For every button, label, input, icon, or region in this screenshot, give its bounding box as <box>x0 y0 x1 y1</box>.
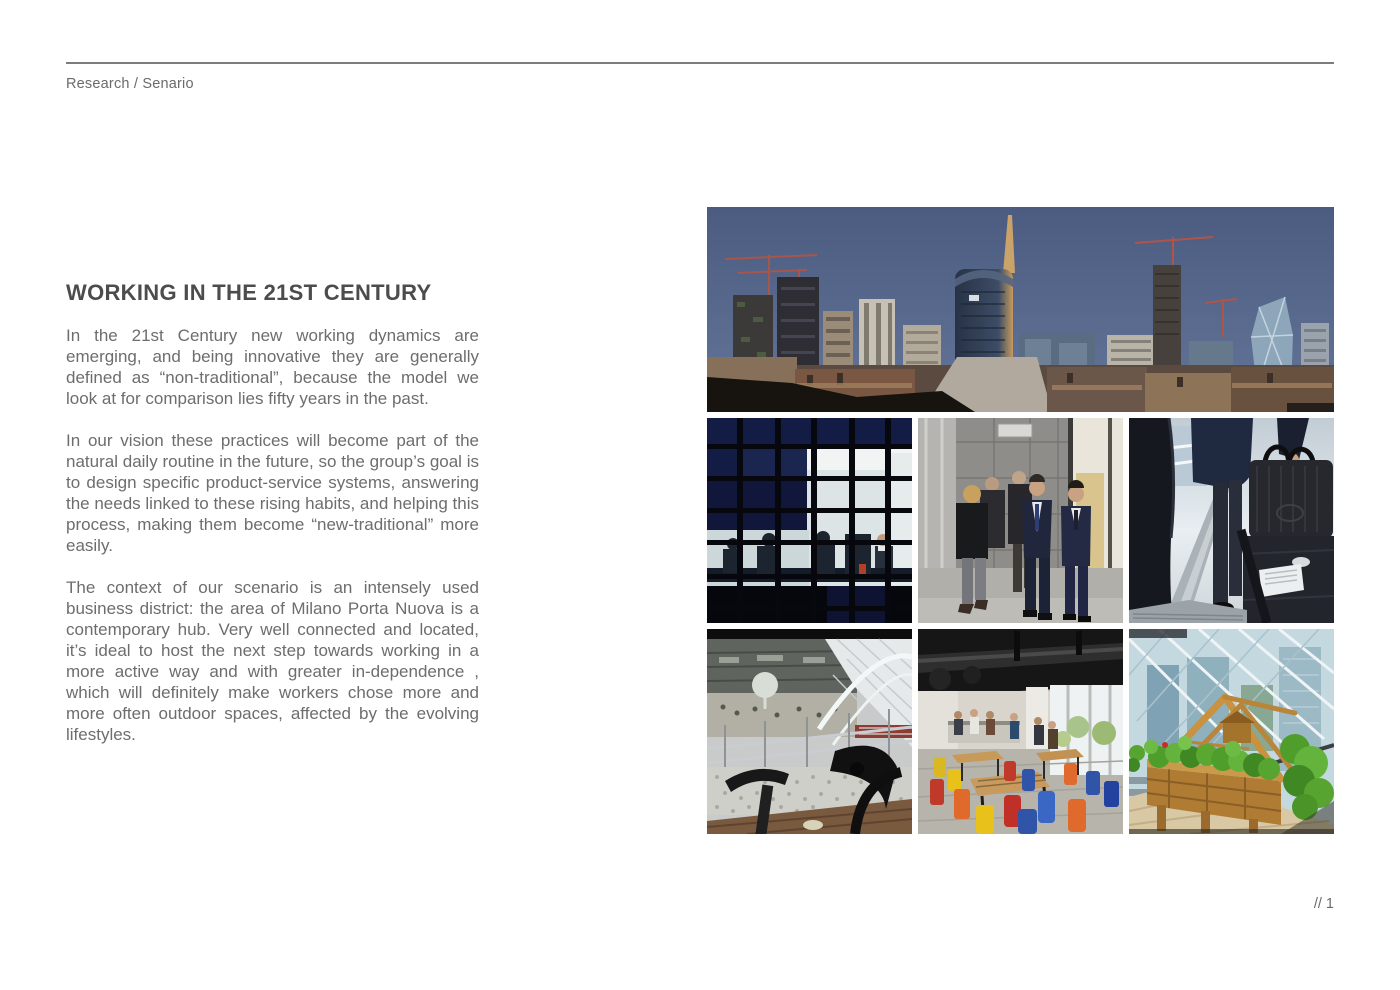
travelers-luggage-illustration <box>1129 418 1334 623</box>
planter-garden-illustration <box>1129 629 1334 834</box>
business-people-illustration <box>918 418 1123 623</box>
photo-terrace-balcony <box>707 629 912 834</box>
page-number: // 1 <box>1313 896 1334 912</box>
paragraph-intro: In the 21st Century new working dynamics are emerging, and being innovative they are generally defined as “non-traditional”, because the model we look at for comparison lies fifty years in the past. <box>66 326 479 408</box>
photo-business-people <box>918 418 1123 623</box>
paragraph-context: The context of our scenario is an intensely used business district: the area of Milano Porta Nuova is a contemporary hub. Very well connected and located, it’s ideal to host the next step towards working in a more active way and with greater in-dependence , which will definitely make workers chose more and more often outdoor spaces, affected by the evolving lifestyles. <box>66 578 479 744</box>
office-window-illustration <box>707 418 912 623</box>
text-column <box>66 280 479 766</box>
photo-cafeteria <box>918 629 1123 834</box>
cafeteria-illustration <box>918 629 1123 834</box>
breadcrumb: Research / Senario <box>66 76 194 92</box>
header-rule <box>66 62 1334 64</box>
page-title: WORKING IN THE 21ST CENTURY <box>66 280 432 305</box>
photo-milan-skyline <box>707 207 1334 412</box>
photo-grid <box>707 207 1334 834</box>
photo-planter-garden <box>1129 629 1334 834</box>
terrace-balcony-illustration <box>707 629 912 834</box>
photo-travelers-luggage <box>1129 418 1334 623</box>
paragraph-vision: In our vision these practices will become part of the natural daily routine in the future, so the group’s goal is to design specific product-service systems, answering the needs linked to these rising habits, and helping this process, making them become “new-traditional” more easily. <box>66 431 479 555</box>
milan-skyline-illustration <box>707 207 1334 412</box>
photo-office-window <box>707 418 912 623</box>
